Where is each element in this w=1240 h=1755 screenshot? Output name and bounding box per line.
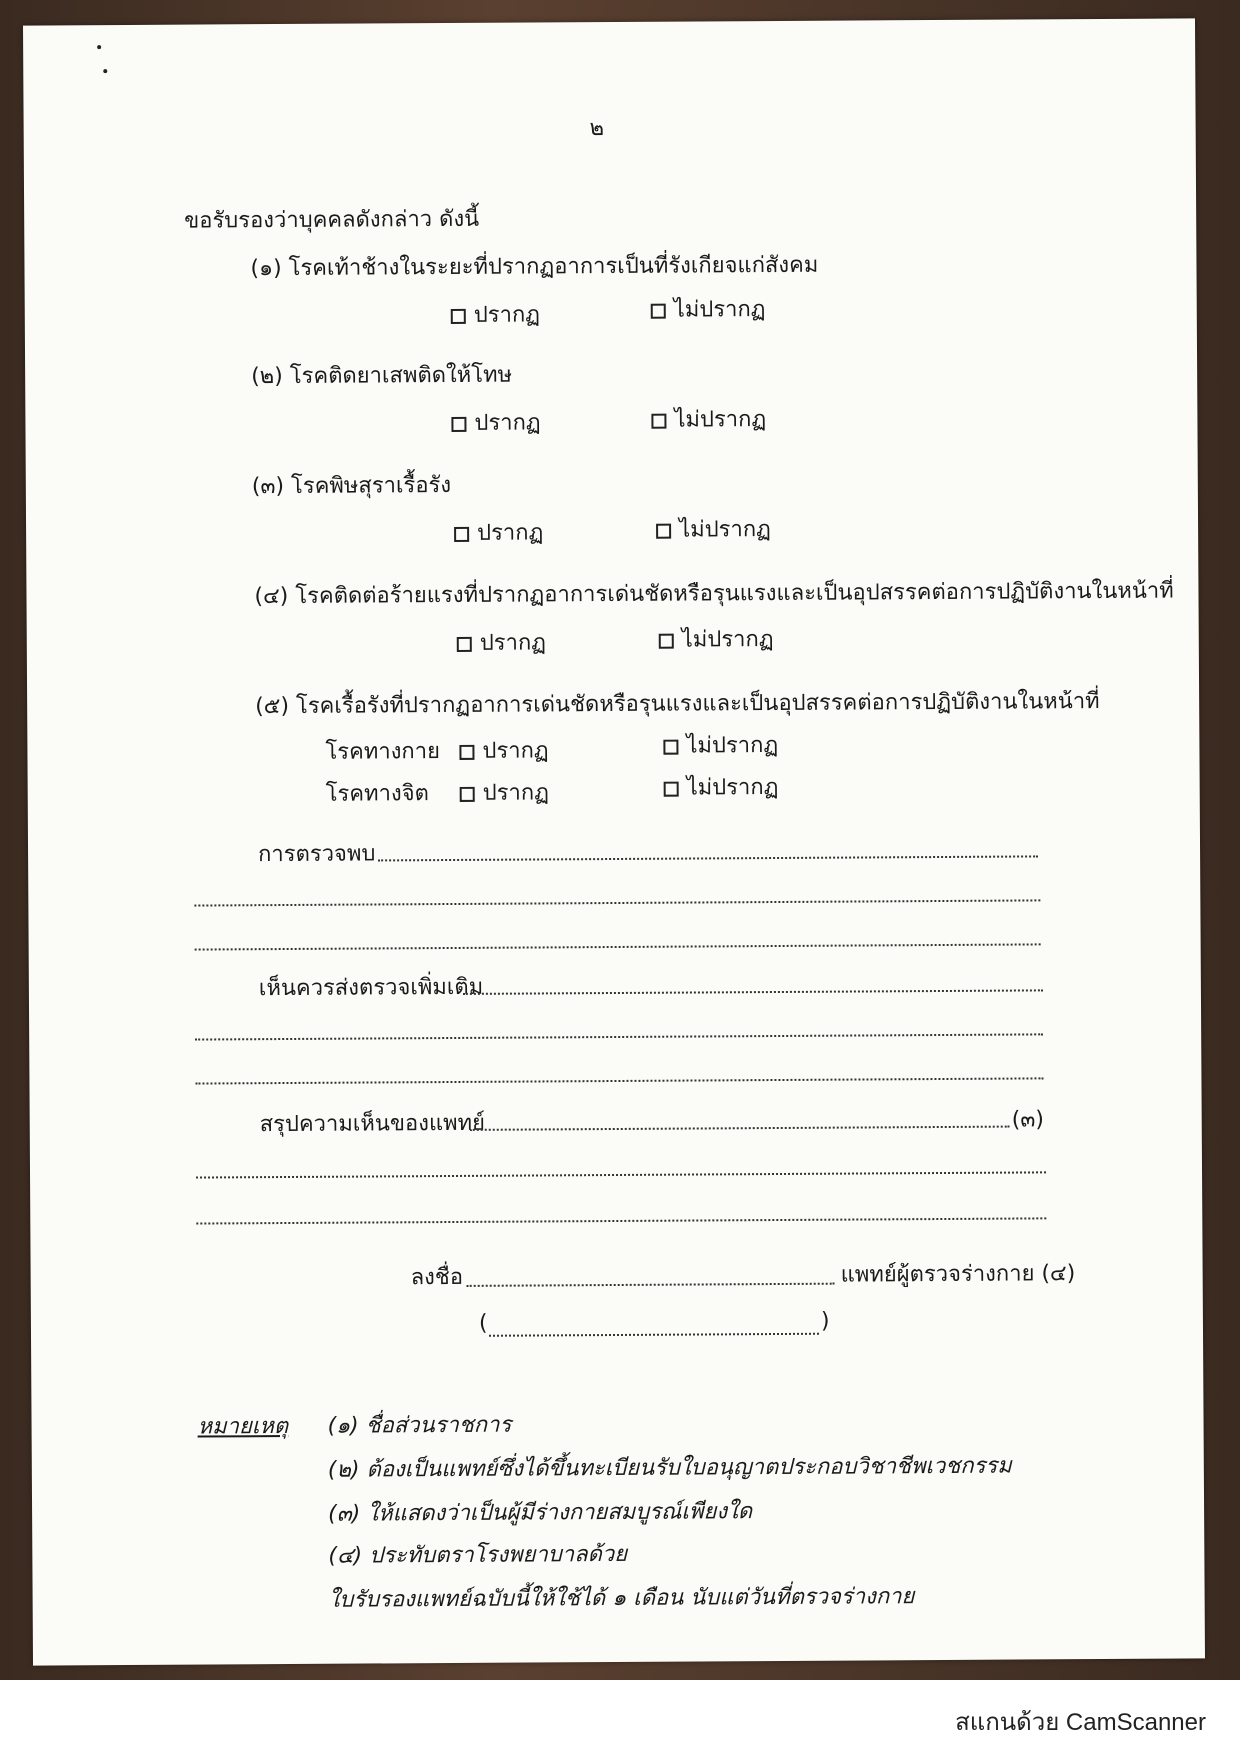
item-5-label: (๕) โรคเรื้อรังที่ปรากฏอาการเด่นชัดหรือรุนแรงและเป็นอุปสรรคต่อการปฏิบัติงานในหน้าที่	[255, 689, 1100, 720]
checkbox[interactable]	[664, 782, 679, 797]
checkbox[interactable]	[457, 637, 472, 652]
further-exam-line[interactable]	[195, 1077, 1043, 1084]
further-exam-line[interactable]	[195, 1033, 1043, 1040]
scanner-footer	[0, 1680, 1240, 1755]
summary-line[interactable]	[196, 1217, 1046, 1224]
sign-paren-close: )	[820, 1308, 830, 1334]
item-5-physical-label: โรคทางกาย	[325, 739, 441, 765]
item-2-label: (๒) โรคติดยาเสพติดให้โทษ	[251, 362, 513, 390]
item-2-absent-option[interactable]: ไม่ปรากฏ	[651, 401, 766, 437]
summary-line[interactable]	[470, 1126, 1010, 1131]
item-2-present-option[interactable]: ปรากฏ	[451, 404, 540, 440]
checkbox[interactable]	[659, 634, 674, 649]
summary-line[interactable]	[196, 1171, 1046, 1178]
further-exam-label: เห็นควรส่งตรวจเพิ่มเติม	[258, 974, 484, 1002]
item-4-absent-option[interactable]: ไม่ปรากฏ	[659, 621, 774, 657]
item-4-label: (๔) โรคติดต่อร้ายแรงที่ปรากฏอาการเด่นชัดหรือรุนแรงและเป็นอุปสรรคต่อการปฏิบัติงานในหน้าที่	[254, 578, 1174, 610]
checkbox[interactable]	[651, 304, 666, 319]
checkbox[interactable]	[460, 787, 475, 802]
page-number: ๒	[589, 116, 605, 142]
scan-speck	[103, 69, 107, 73]
item-1-absent-option[interactable]: ไม่ปรากฏ	[651, 291, 766, 327]
item-1-present-option[interactable]: ปรากฏ	[451, 296, 540, 332]
checkbox[interactable]	[451, 309, 466, 324]
validity-note: ใบรับรองแพทย์ฉบับนี้ให้ใช้ได้ ๑ เดือน นับแต่วันที่ตรวจร่างกาย	[328, 1584, 915, 1613]
scan-speck	[97, 45, 101, 49]
summary-label: สรุปความเห็นของแพทย์	[259, 1110, 486, 1138]
checkbox[interactable]	[663, 740, 678, 755]
findings-line[interactable]	[378, 855, 1038, 861]
checkbox[interactable]	[656, 524, 671, 539]
printed-name-line[interactable]	[489, 1333, 819, 1337]
item-1-label: (๑) โรคเท้าช้างในระยะที่ปรากฏอาการเป็นที่รังเกียจแก่สังคม	[250, 252, 819, 282]
item-5-physical-absent-option[interactable]: ไม่ปรากฏ	[663, 727, 778, 763]
note-4: (๔) ประทับตราโรงพยาบาลด้วย	[328, 1541, 628, 1569]
notes-heading: หมายเหตุ	[197, 1414, 289, 1440]
further-exam-line[interactable]	[463, 989, 1043, 995]
document-page	[23, 18, 1205, 1665]
checkbox[interactable]	[459, 745, 474, 760]
checkbox[interactable]	[451, 417, 466, 432]
summary-ref: (๓)	[1011, 1107, 1045, 1133]
signer-role: แพทย์ผู้ตรวจร่างกาย (๔)	[840, 1261, 1076, 1288]
note-1: (๑) ชื่อส่วนราชการ	[327, 1412, 512, 1439]
intro-text: ขอรับรองว่าบุคคลดังกล่าว ดังนี้	[184, 206, 480, 234]
item-5-mental-label: โรคทางจิต	[325, 781, 429, 807]
sign-label: ลงชื่อ	[410, 1264, 464, 1291]
note-3: (๓) ให้แสดงว่าเป็นผู้มีร่างกายสมบูรณ์เพียงใด	[328, 1499, 753, 1527]
item-5-mental-absent-option[interactable]: ไม่ปรากฏ	[664, 769, 779, 805]
findings-line[interactable]	[195, 943, 1041, 950]
findings-label: การตรวจพบ	[257, 841, 376, 868]
checkbox[interactable]	[651, 414, 666, 429]
item-5-mental-present-option[interactable]: ปรากฏ	[460, 774, 549, 810]
signature-line[interactable]	[467, 1283, 835, 1287]
item-5-physical-present-option[interactable]: ปรากฏ	[459, 732, 548, 768]
item-3-absent-option[interactable]: ไม่ปรากฏ	[656, 511, 771, 547]
item-4-present-option[interactable]: ปรากฏ	[457, 624, 546, 660]
checkbox[interactable]	[454, 527, 469, 542]
item-3-label: (๓) โรคพิษสุราเรื้อรัง	[251, 472, 452, 500]
sign-paren-open: (	[478, 1310, 488, 1336]
item-3-present-option[interactable]: ปรากฏ	[454, 514, 543, 550]
scanner-credit: สแกนด้วย CamScanner	[955, 1709, 1206, 1736]
note-2: (๒) ต้องเป็นแพทย์ซึ่งได้ขึ้นทะเบียนรับใบอนุญาตประกอบวิชาชีพเวชกรรม	[327, 1453, 1012, 1483]
findings-line[interactable]	[194, 899, 1040, 906]
